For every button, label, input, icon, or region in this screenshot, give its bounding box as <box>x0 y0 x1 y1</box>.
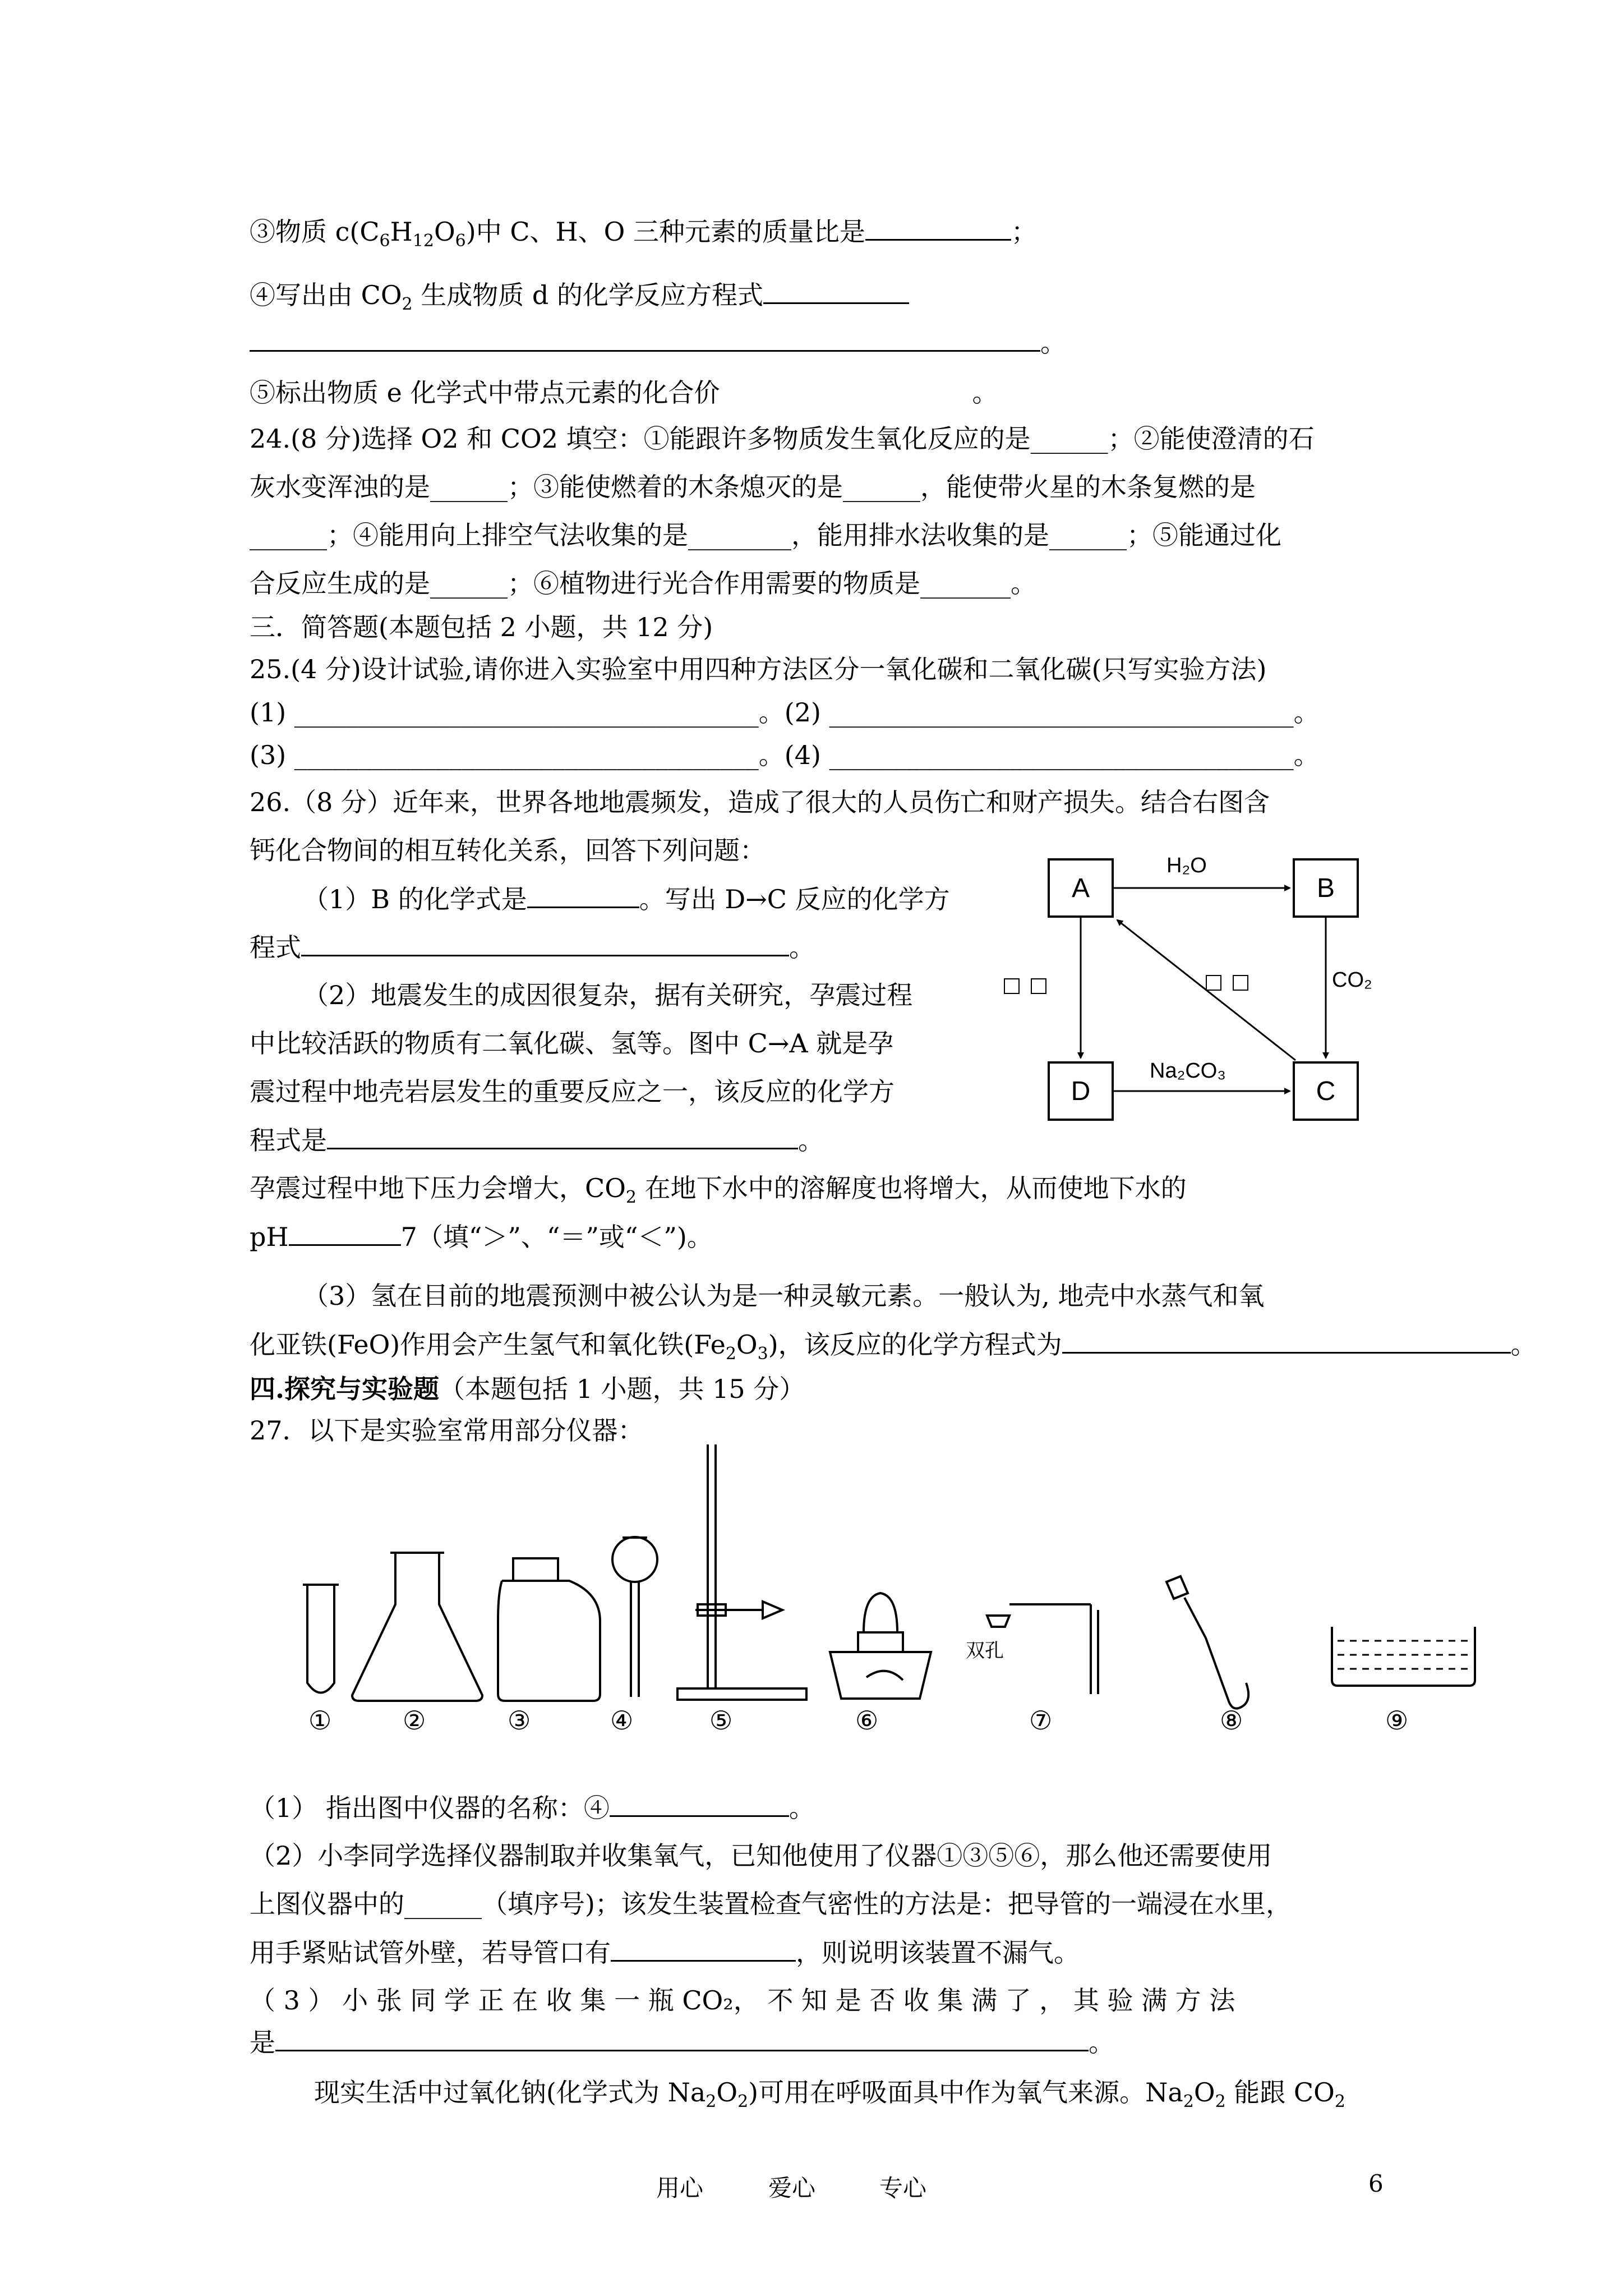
alcohol-lamp-icon <box>830 1593 931 1699</box>
q26-3-line-1: （3）氢在目前的地震预测中被公认为是一种灵敏元素。一般认为, 地壳中水蒸气和氧 <box>303 1281 1265 1311</box>
q26-2-line-2: 中比较活跃的物质有二氧化碳、氢等。图中 C→A 就是孕 <box>250 1028 894 1059</box>
water-trough-icon <box>1332 1627 1475 1686</box>
node-a: A <box>1048 858 1114 918</box>
apparatus-label-5: ⑤ <box>709 1705 733 1736</box>
q27-2-line-3: 用手紧贴试管外壁，若导管口有 ，则说明该装置不漏气。 <box>250 1935 1080 1970</box>
q26-2-line-3: 震过程中地壳岩层发生的重要反应之一，该反应的化学方 <box>250 1076 895 1107</box>
q26-1-line-1: （1）B 的化学式是 。写出 D→C 反应的化学方 <box>303 882 950 916</box>
q27-line: 27．以下是实验室常用部分仪器： <box>250 1415 644 1446</box>
q27-2-line-1: （2）小李同学选择仪器制取并收集氧气，已知他使用了仪器①③⑤⑥，那么他还需要使用 <box>250 1841 1272 1871</box>
q23-4-line: ④写出由 $CO_2$ 生成物质 d 的化学反应方程式 <box>250 278 909 321</box>
delivery-tube-icon <box>1166 1576 1248 1709</box>
q26-2-line-5: 孕震过程中地下压力会增大，$CO_2$ 在地下水中的溶解度也将增大，从而使地下水的 <box>250 1173 1187 1208</box>
double-hole-label: 双孔 <box>966 1640 1004 1662</box>
apparatus-label-4: ④ <box>610 1705 634 1736</box>
section-4-heading: 四.探究与实验题（本题包括 1 小题，共 15 分） <box>250 1374 805 1404</box>
q24-line-4: 合反应生成的是______；⑥植物进行光合作用需要的物质是_______。 <box>250 568 1036 599</box>
q23-4-line-2: 。 <box>250 325 1066 360</box>
q27-2-line-2: 上图仪器中的______（填序号)；该发生装置检查气密性的方法是：把导管的一端浸在水里， <box>250 1889 1292 1919</box>
edge-label-na2co3: Na₂CO₃ <box>1150 1059 1226 1083</box>
q26-3-line-2: 化亚铁(FeO)作用会产生氢气和氧化铁$(Fe_2O_3)$，该反应的化学方程式为 。 <box>250 1327 1537 1371</box>
q27-last-line: 现实生活中过氧化钠(化学式为 $Na_2O_2$)可用在呼吸面具中作为氧气来源。$Na_2O_2$ 能跟 $CO_2$ <box>314 2077 1345 2112</box>
edge-label-h2o: H₂O <box>1166 854 1207 877</box>
q26-line-1: 26.（8 分）近年来，世界各地地震频发，造成了很大的人员伤亡和财产损失。结合右图含 <box>250 787 1270 817</box>
footer-motto-1: 用心 <box>656 2174 704 2202</box>
apparatus-label-7: ⑦ <box>1029 1705 1053 1736</box>
answer-blank[interactable] <box>610 1791 789 1817</box>
thistle-funnel-icon <box>612 1537 657 1697</box>
answer-blank[interactable] <box>275 2025 1089 2051</box>
q26-line-2: 钙化合物间的相互转化关系，回答下列问题： <box>250 835 766 866</box>
apparatus-label-9: ⑨ <box>1385 1705 1409 1736</box>
q25-answers-1: (1) ____________________________________。(2) ____________________________________。 <box>250 697 1320 728</box>
page-number: 6 <box>1368 2170 1384 2197</box>
iron-stand-icon <box>677 1444 806 1700</box>
apparatus-label-6: ⑥ <box>855 1705 879 1736</box>
q25-answers-2: (3) ____________________________________。(4) ____________________________________。 <box>250 740 1320 770</box>
apparatus-label-2: ② <box>403 1705 426 1736</box>
q27-3-line-2: 是 。 <box>250 2025 1114 2059</box>
conical-flask-icon <box>352 1553 482 1701</box>
edge-label-co2: CO₂ <box>1332 968 1372 992</box>
node-c: C <box>1293 1061 1359 1121</box>
apparatus-label-1: ① <box>308 1705 332 1736</box>
node-b: B <box>1293 858 1359 918</box>
q26-2-line-4: 程式是 。 <box>250 1123 824 1157</box>
q23-3-line: ③物质 $c(C_6H_{12}O_6)$中 C、H、O 三种元素的质量比是 ； <box>250 214 1037 258</box>
gas-jar-icon <box>498 1558 600 1701</box>
section-3-heading: 三．简答题(本题包括 2 小题，共 12 分) <box>250 612 713 642</box>
q26-1-line-2: 程式 。 <box>250 930 815 964</box>
answer-blank[interactable] <box>611 1935 796 1962</box>
q26-2-line-6: pH 7（填“＞”、“＝”或“＜”)。 <box>250 1220 713 1254</box>
footer-motto-3: 专心 <box>879 2174 927 2202</box>
q27-1-line: （1） 指出图中仪器的名称：④ 。 <box>250 1791 815 1825</box>
apparatus-label-8: ⑧ <box>1220 1705 1243 1736</box>
q24-line-3: ______；④能用向上排空气法收集的是________，能用排水法收集的是______；⑤能通过化 <box>250 520 1281 550</box>
q23-5-line: ⑤标出物质 e 化学式中带点元素的化合价 。 <box>250 378 998 408</box>
apparatus-label-3: ③ <box>508 1705 531 1736</box>
q24-line-1: 24.(8 分)选择 O2 和 CO2 填空：①能跟许多物质发生氧化反应的是______；②能使澄清的石 <box>250 424 1315 454</box>
q25-line: 25.(4 分)设计试验,请你进入实验室中用四种方法区分一氧化碳和二氧化碳(只写实验方法) <box>250 654 1267 684</box>
test-tube-icon <box>303 1585 339 1693</box>
q24-line-2: 灰水变浑浊的是______；③能使燃着的木条熄灭的是______，能使带火星的木条复燃的是 <box>250 472 1256 502</box>
q26-2-line-1: （2）地震发生的成因很复杂，据有关研究，孕震过程 <box>303 980 913 1010</box>
q27-3-line-1: （ 3 ） 小 张 同 学 正 在 收 集 一 瓶 CO₂， 不 知 是 否 收 集 满 了 ， 其 验 满 方 法 <box>250 1985 1235 2016</box>
footer-motto-2: 爱心 <box>768 2174 816 2202</box>
node-d: D <box>1048 1061 1114 1121</box>
